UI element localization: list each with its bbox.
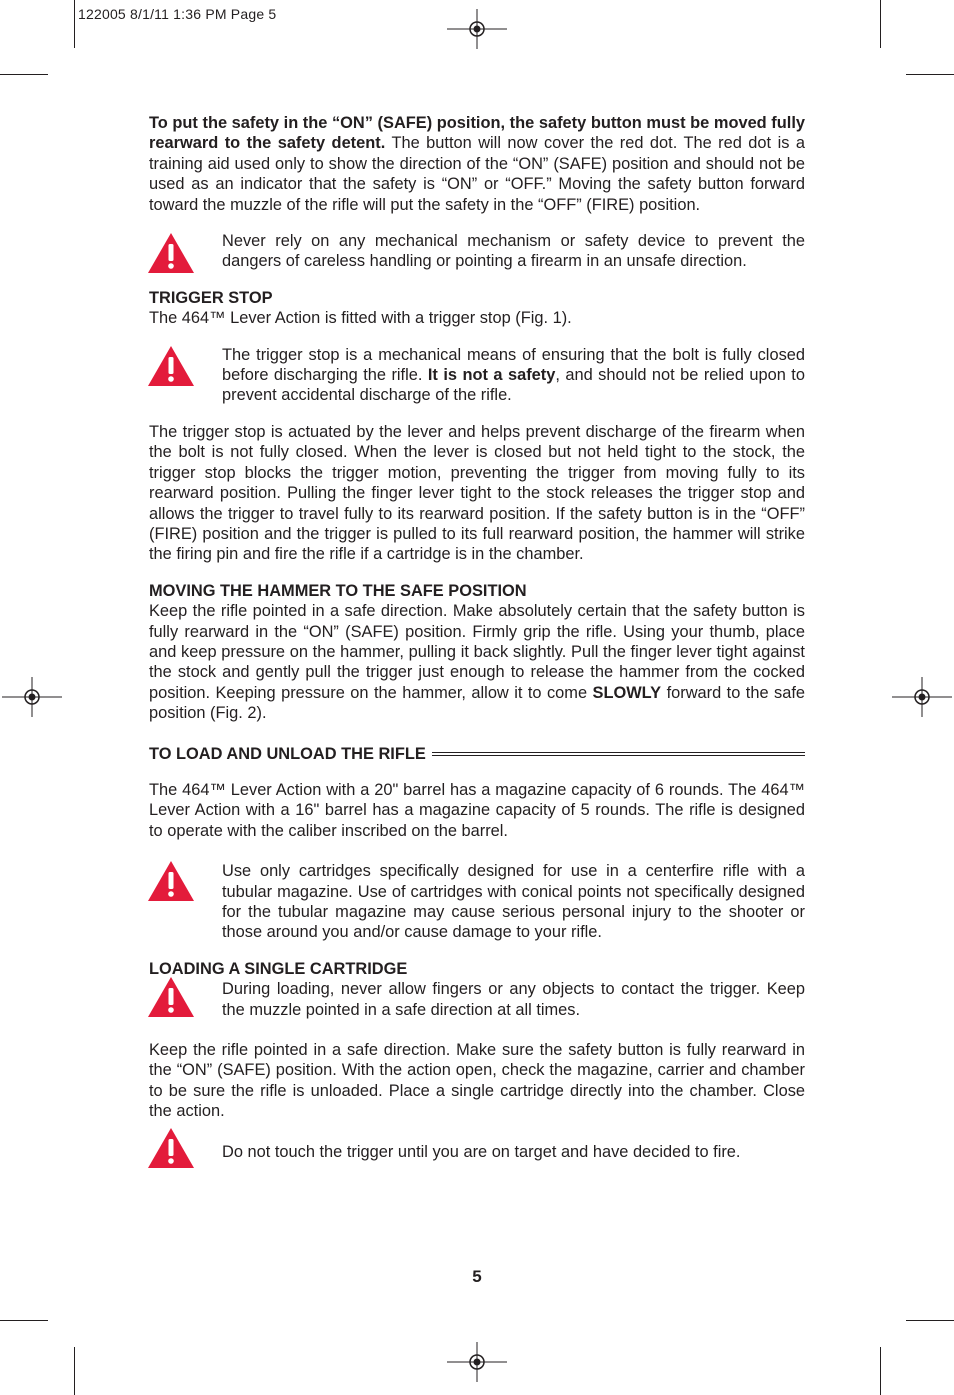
warning-triangle-icon — [147, 345, 195, 387]
warning-text: Do not touch the trigger until you are on target and have decided to fire. — [222, 1142, 741, 1161]
registration-mark-icon — [447, 9, 507, 49]
section-heading-single-cartridge: LOADING A SINGLE CARTRIDGE — [149, 959, 408, 978]
warning-triangle-icon — [147, 860, 195, 902]
warning-text: During loading, never allow fingers or any objects to contact the trigger. Keep the muzzle pointed in a safe direction at all times. — [222, 980, 805, 1019]
warning-text: Never rely on any mechanical mechanism or safety device to prevent the dangers of careless handling or pointing a firearm in an unsafe direction. — [222, 232, 805, 271]
warning-block — [149, 345, 805, 406]
hammer-body: Keep the rifle pointed in a safe direction. Make absolutely certain that the safety button is fully rearward in the “ON” (SAFE) position. Firmly grip the rifle. Using your thumb, place and keep pressure on the hammer, pulling it back slightly. Pull the finger lever tight against the stock and gently pull the trigger just enough to release the hammer from the cocked position. Keeping pressure on the hammer, allow it to come SLOWLY forward to the safe position (Fig. 2). — [149, 602, 805, 723]
intro-text: The button will now cover the red dot. The red dot is a training aid used only to show the direction of the “ON” (SAFE) position and should not be used as an indicator that the safety is “ON” or “OFF.” Moving the safety button forward toward the muzzle of the rifle will put the safety in the “OFF” (FIRE) position. — [149, 134, 805, 214]
load-body: The 464™ Lever Action with a 20" barrel has a magazine capacity of 6 rounds. The 464™ Lever Action with a 16" barrel has a magazine capacity of 5 rounds. The rifle is designed to operate with the caliber inscribed on the barrel. — [149, 780, 805, 840]
page-content — [149, 113, 805, 1162]
warning-block — [149, 979, 805, 1020]
warning-block — [149, 1142, 805, 1162]
registration-mark-icon — [892, 677, 952, 717]
crop-mark — [906, 1320, 954, 1321]
emphasis-slowly: SLOWLY — [592, 683, 662, 702]
section-heading-hammer: MOVING THE HAMMER TO THE SAFE POSITION — [149, 581, 527, 600]
warning-triangle-icon — [147, 1127, 195, 1169]
crop-mark — [0, 74, 48, 75]
crop-mark — [906, 74, 954, 75]
trigger-stop-body: The trigger stop is actuated by the lever and helps prevent discharge of the firearm when the bolt is not fully closed. When the lever is closed but not held tight to the stock, the trigger stop blocks the trigger motion, preventing the trigger from moving fully to its rearward position. Pulling the finger lever tight to the stock releases the trigger stop and allows the trigger to travel fully to its rearward position. If the safety button is in the “OFF” (FIRE) position and the trigger is pulled to its full rearward position, the hammer will strike the firing pin and fire the rifle if a cartridge is in the chamber. — [149, 422, 805, 564]
registration-mark-icon — [2, 677, 62, 717]
warning-triangle-icon — [147, 976, 195, 1018]
crop-mark — [880, 0, 881, 48]
trigger-stop-intro: The 464™ Lever Action is fitted with a trigger stop (Fig. 1). — [149, 309, 572, 328]
warning-triangle-icon — [147, 232, 195, 274]
single-cartridge-body: Keep the rifle pointed in a safe direction. Make sure the safety button is fully rearward in the “ON” (SAFE) position. With the action open, check the magazine, carrier and chamber to be sure the rifle is unloaded. Place a single cartridge directly into the chamber. Close the action. — [149, 1041, 805, 1121]
heading-double-rule — [432, 752, 805, 756]
crop-mark — [880, 1347, 881, 1395]
intro-bold-text: To put the safety in the “ON” (SAFE) position, the safety button must be moved fully rearward to the safety detent. — [149, 114, 805, 153]
warning-text: The trigger stop is a mechanical means of ensuring that the bolt is fully closed before discharging the rifle. It is not a safety, and should not be relied upon to prevent accidental discharge of the rifle. — [222, 345, 805, 405]
warning-text: Use only cartridges specifically designed for use in a centerfire rifle with a tubular magazine. Use of cartridges with conical points not specifically designed for the tubular magazine may cause serious personal injury to the shooter or those around you and/or cause damage to your rifle. — [222, 862, 805, 942]
warning-block — [149, 231, 805, 272]
crop-mark — [74, 0, 75, 48]
intro-paragraph — [149, 113, 805, 215]
crop-mark — [0, 1320, 48, 1321]
print-slug: 122005 8/1/11 1:36 PM Page 5 — [78, 6, 277, 22]
crop-mark — [74, 1347, 75, 1395]
warning-block — [149, 861, 805, 943]
section-heading-load — [149, 744, 805, 764]
section-heading-trigger-stop: TRIGGER STOP — [149, 288, 273, 307]
warning-bold-text: It is not a safety — [427, 366, 556, 385]
page-number: 5 — [472, 1267, 482, 1286]
registration-mark-icon — [447, 1342, 507, 1382]
section-heading-text: TO LOAD AND UNLOAD THE RIFLE — [149, 744, 426, 763]
